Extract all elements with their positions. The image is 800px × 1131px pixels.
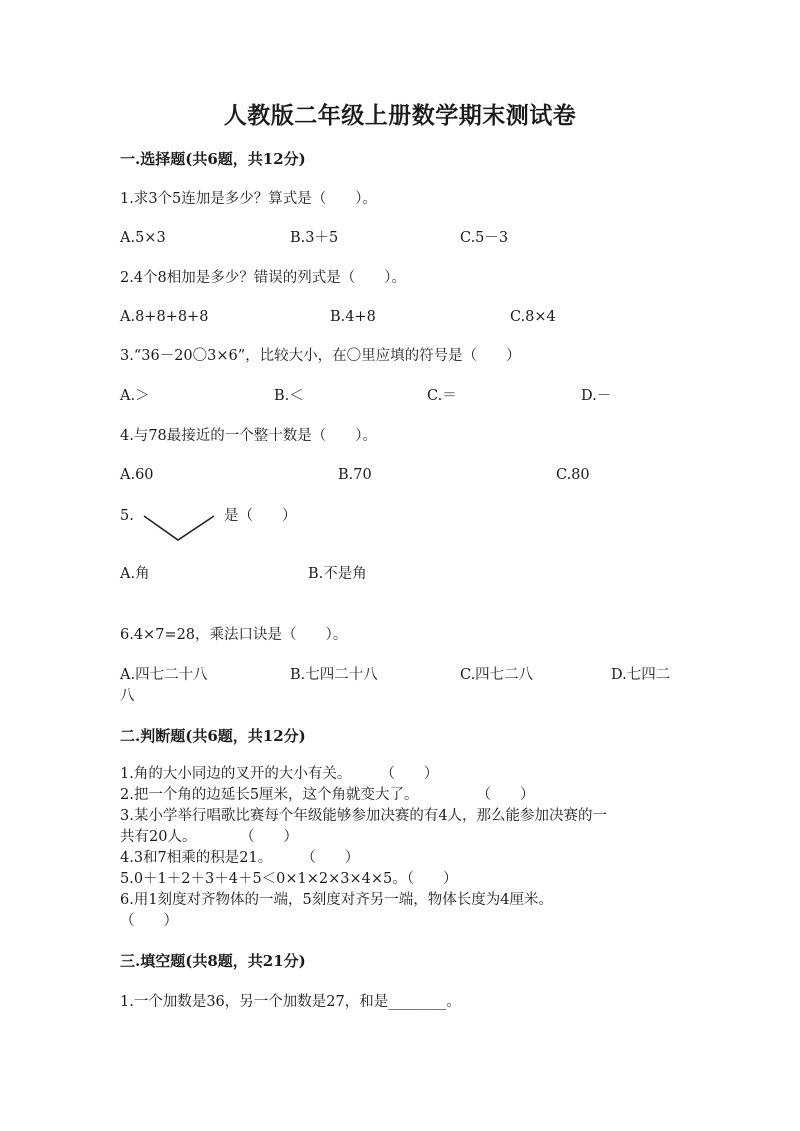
option-1c: C.5－3 [460,230,509,246]
option-3b: B.＜ [274,388,304,404]
option-2b: B.4+8 [330,309,376,325]
option-3c: C.＝ [427,388,457,404]
fill-item-1: 1.一个加数是36，另一个加数是27，和是________。 [120,994,461,1010]
option-6d-wrap: 八 [120,688,135,704]
option-5a: A.角 [120,566,150,582]
option-4a: A.60 [120,467,154,483]
judge-item-6-cont: （ ） [120,913,178,929]
section-heading-fill: 三.填空题(共8题，共21分) [120,952,306,970]
judge-item-3: 3.某小学举行唱歌比赛每个年级能够参加决赛的有4人，那么能参加决赛的一 [120,808,608,824]
judge-item-2: 2.把一个角的边延长5厘米，这个角就变大了。 （ ） [120,787,535,803]
question-5-suffix: 是（ ） [224,508,297,524]
option-4c: C.80 [556,467,590,483]
option-2c: C.8×4 [510,309,556,325]
question-1: 1.求3个5连加是多少？算式是（ ）。 [120,191,378,207]
section-heading-choice: 一.选择题(共6题，共12分) [120,150,306,168]
option-2a: A.8+8+8+8 [120,309,209,325]
option-1a: A.5×3 [120,230,166,246]
question-2: 2.4个8相加是多少？错误的列式是（ ）。 [120,270,407,286]
question-4: 4.与78最接近的一个整十数是（ ）。 [120,428,378,444]
option-6c: C.四七二八 [460,667,534,683]
page-title: 人教版二年级上册数学期末测试卷 [223,102,577,129]
option-5b: B.不是角 [308,566,367,582]
option-4b: B.70 [338,467,372,483]
judge-item-1: 1.角的大小同边的叉开的大小有关。 （ ） [120,766,439,782]
option-3a: A.＞ [120,388,150,404]
judge-item-6: 6.用1刻度对齐物体的一端，5刻度对齐另一端，物体长度为4厘米。 [120,892,554,908]
option-1b: B.3＋5 [290,230,339,246]
angle-figure [143,514,217,544]
question-3: 3.“36－20〇3×6”，比较大小，在〇里应填的符号是（ ） [120,348,521,364]
question-5-number: 5. [120,508,134,524]
judge-item-4: 4.3和7相乘的积是21。 （ ） [120,850,360,866]
question-6: 6.4×7=28，乘法口诀是（ ）。 [120,627,348,643]
judge-item-3-cont: 共有20人。 （ ） [120,829,298,845]
section-heading-judge: 二.判断题(共6题，共12分) [120,727,306,745]
option-6d: D.七四二 [611,667,671,683]
option-6a: A.四七二十八 [120,667,208,683]
option-6b: B.七四二十八 [290,667,378,683]
option-3d: D.－ [581,388,612,404]
judge-item-5: 5.0＋1＋2＋3＋4＋5＜0×1×2×3×4×5。（ ） [120,871,458,887]
